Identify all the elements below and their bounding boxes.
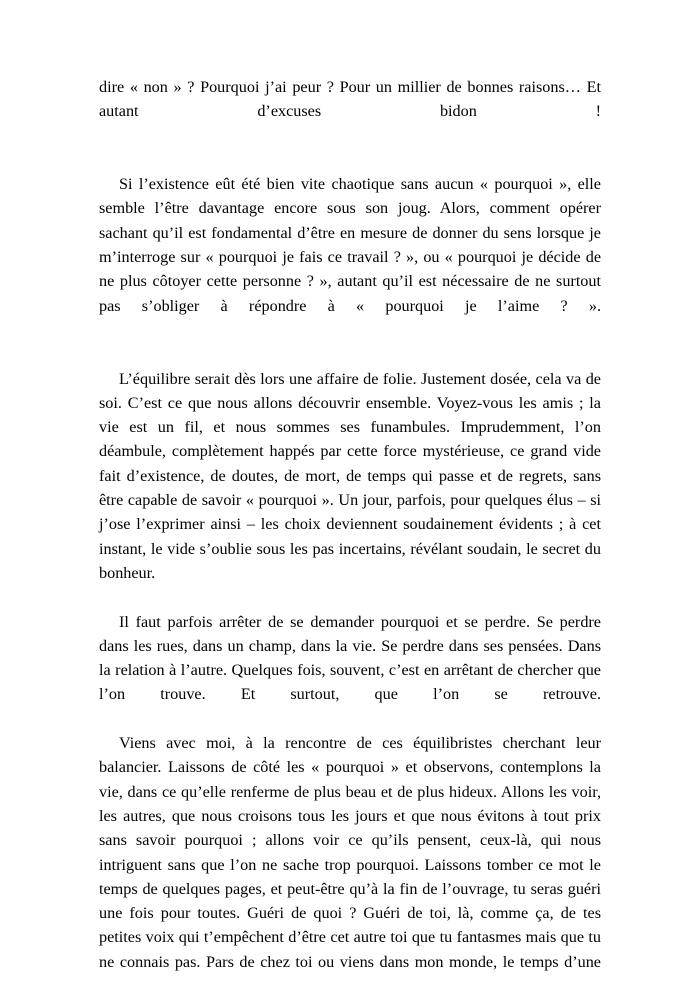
body-paragraph: dire « non » ? Pourquoi j’ai peur ? Pour un millier de bonnes raisons… Et autant d’excuses bidon ! [99,78,601,121]
body-paragraph: Viens avec moi, à la rencontre de ces équilibristes cherchant leur balancier. Laissons de côté les « pourquoi » et observons, contemplons la vie, dans ce qu’elle renferme de plus beau et de plus hideux. Allons les voir, les autres, que nous croisons tous les jours et que nous évitons à tout prix sans savoir pourquoi ; allons voir ce qu’ils pensent, ceux-là, qui nous intriguent sans que l’on ne sache trop pourquoi. Laissons tomber ce mot le temps de quelques pages, et peut-être qu’à la fin de l’ouvrage, tu seras guéri une fois pour toutes. Guéri de quoi ? Guéri de toi, là, comme ça, de tes petites voix qui t’empêchent d’être cet autre toi que tu fantasmes mais que tu ne connais pas. Pars de chez toi ou viens dans mon monde, le temps d’une [99,734,601,971]
body-paragraph: Il faut parfois arrêter de se demander pourquoi et se perdre. Se perdre dans les rues, dans un champ, dans la vie. Se perdre dans ses pensées. Dans la relation à l’autre. Quelques fois, souvent, c’est en arrêtant de chercher que l’on trouve. Et surtout, que l’on se retrouve. [99,612,601,704]
body-paragraph: Si l’existence eût été bien vite chaotique sans aucun « pourquoi », elle semble l’être davantage encore sous son joug. Alors, comment opérer sachant qu’il est fondamental d’être en mesure de donner du sens lorsque je m’interroge sur « pourquoi je fais ce travail ? », ou « pourquoi je décide de ne plus côtoyer cette personne ? », autant qu’il est nécessaire de ne surtout pas s’obliger à répondre à « pourquoi je l’aime ? ». [99,175,601,315]
body-paragraph: L’équilibre serait dès lors une affaire de folie. Justement dosée, cela va de soi. C’est ce que nous allons découvrir ensemble. Voyez-vous les amis ; la vie est un fil, et nous sommes ses funambules. Imprudemment, l’on déambule, complètement happés par cette force mystérieuse, ce grand vide fait d’existence, de doutes, de mort, de temps qui passe et de regrets, sans être capable de savoir « pourquoi ». Un jour, parfois, pour quelques élus – si j’ose l’exprimer ainsi – les choix deviennent soudainement évidents ; à cet instant, le vide s’oublie sous les pas incertains, révélant soudain, le secret du bonheur. [99,369,601,582]
body-text-column [99,75,601,998]
